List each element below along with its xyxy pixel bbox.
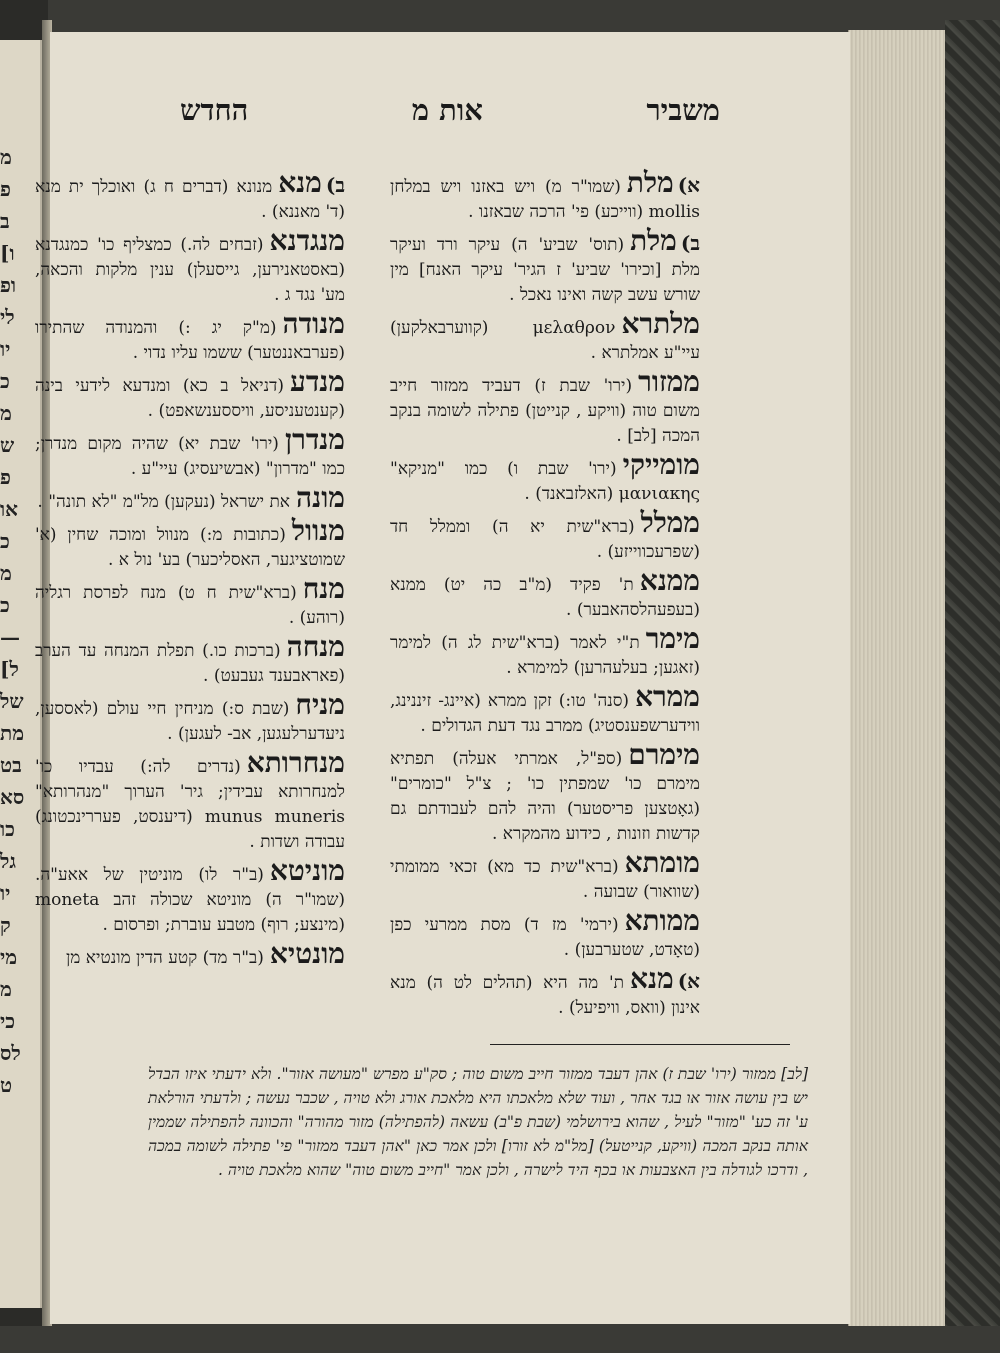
running-head — [180, 90, 720, 130]
entry-definition: (ב"ר לו) מוניטין של אאע"ה. (שמו"ר ה) מוניטא שכולה זהב moneta (מינצע; רוף) מטבע עוברת; ופרסום . — [35, 865, 345, 935]
dictionary-entry — [390, 738, 700, 847]
entry-headword: מנחה — [286, 630, 345, 663]
previous-page-glyph: יו — [0, 881, 11, 905]
dictionary-page — [35, 32, 850, 1324]
entry-definition: ת"י לאמר (ברא"שית לג ה) למימר (זאגען; בעלעהרען) למימרא . — [390, 633, 700, 678]
dictionary-entry — [35, 166, 345, 225]
entry-headword: מנוול — [291, 514, 345, 547]
running-head-right: משביר — [646, 92, 720, 127]
entry-definition: (ברכות כו.) תפלת המנחה עד הערב (פאראבענד געבעט) . — [35, 641, 345, 686]
dictionary-entry — [35, 854, 345, 938]
entry-definition: ת' מה היא (תהלים לט ה) מנא אינון (וואס, וויפיעל) . — [390, 973, 700, 1018]
dictionary-entry — [35, 937, 345, 971]
previous-page-glyph: מ — [0, 145, 12, 169]
entry-headword: ממרא — [635, 680, 700, 713]
entry-headword: מוניטא — [269, 854, 345, 887]
previous-page-glyph: בט — [0, 753, 22, 777]
entry-definition: μελαθρον (קווערבאלקען) עיי"ע אמלתרא . — [390, 318, 700, 363]
dictionary-entry — [390, 622, 700, 681]
dictionary-entry — [35, 514, 345, 573]
entry-headword: מנא — [630, 962, 674, 995]
entry-number: ב) — [680, 231, 700, 255]
dictionary-entry — [390, 506, 700, 565]
previous-page-glyph: לי — [0, 305, 15, 329]
dictionary-entry — [390, 904, 700, 963]
dictionary-entry — [35, 630, 345, 689]
entry-definition: (ב"ר מד) קטע הדין מונטיא מן — [65, 948, 264, 968]
entry-headword: מומייקי — [622, 448, 700, 481]
previous-page-glyph: מת — [0, 721, 25, 745]
entry-headword: מלתרא — [621, 307, 700, 340]
entry-headword: מנא — [278, 166, 322, 199]
dictionary-entry — [35, 688, 345, 747]
entry-definition: את ישראל (נעקען) מל"מ "לא תונה" . — [37, 492, 291, 512]
entry-headword: מניח — [295, 688, 345, 721]
dictionary-entry — [390, 448, 700, 507]
book-cover-right — [945, 20, 1000, 1340]
entry-definition: (ירו' שבת ז) דעביד ממזור חייב משום טוה (וויקע , קנייטן) פתילה לשומה בנקב המכה [לב] . — [390, 376, 700, 446]
dictionary-entry — [390, 224, 700, 308]
entry-definition: (כתובות מ:) מנוול ומוכה שחין (א' שמוטציגער, האסליכער) בע' נול א . — [35, 525, 345, 570]
dictionary-entry — [390, 846, 700, 905]
footnote-rule — [490, 1044, 790, 1045]
entry-headword: מלת — [630, 224, 677, 257]
entry-headword: מימרם — [628, 738, 700, 771]
entry-headword: מנגדנא — [269, 224, 345, 257]
dictionary-entry — [35, 365, 345, 424]
running-head-left: החדש — [180, 92, 249, 127]
previous-page-glyph: כו — [0, 817, 15, 841]
previous-page-glyph: כ — [0, 369, 10, 393]
previous-page-glyph: פ — [0, 177, 11, 201]
entry-headword: מומתא — [624, 846, 700, 879]
entry-number: א) — [677, 173, 700, 197]
entry-definition: (ירו' שבת יא) שהיה מקום מנדרן; כמו "מדרון" (אבשיעסיג) עיי"ע . — [35, 434, 345, 479]
previous-page-glyph: כ — [0, 529, 10, 553]
previous-page-glyph: — — [0, 625, 20, 649]
entry-definition: (ירו' שבת ו) כמו "מניקא" μανιακης (האלזבאנד) . — [390, 459, 700, 504]
entry-headword: מונטיא — [269, 937, 345, 970]
entry-definition: (ספ"ל, אמרתי אעלה) תפתיא מימרם כו' שמפתין כו' ; צ"ל "כומרים" (גאָטצען פריסטער) והיה להם לעבודתם גם קדשות וזונות , כידוע מהמקרא . — [390, 749, 700, 844]
page-stack-edge — [848, 30, 948, 1330]
entry-headword: מנדע — [289, 365, 345, 398]
entry-definition: (מ"ק יג :) והמנודה שהתירו (פערבאננטער) ששמו עליו נדוי . — [35, 318, 345, 363]
entry-headword: מנחרותא — [246, 746, 345, 779]
entry-headword: ממלל — [640, 506, 700, 539]
previous-page-glyph: של — [0, 689, 24, 713]
entry-headword: מנח — [302, 572, 345, 605]
dictionary-entry — [35, 481, 345, 515]
dictionary-entry — [390, 307, 700, 366]
entry-headword: ממזור — [638, 365, 700, 398]
entry-definition: (שבת ס:) מניחין חיי עולם (לאססען, ניעדערלעגען, אב- לעגען) . — [35, 699, 345, 744]
entry-headword: מימר — [645, 622, 700, 655]
dictionary-entry — [390, 564, 700, 623]
previous-page-glyph: [ו — [0, 241, 15, 265]
previous-page-glyph: או — [0, 497, 18, 521]
previous-page-glyph: פ — [0, 465, 11, 489]
previous-page-glyph: מי — [0, 945, 18, 969]
dictionary-entry — [35, 224, 345, 308]
previous-page-glyph: ט — [0, 1073, 13, 1097]
previous-page-glyph: ש — [0, 433, 15, 457]
previous-page-glyph: לס — [0, 1041, 21, 1065]
dictionary-entry — [35, 746, 345, 855]
entry-definition: (ירמי' מז ד) מסת ממרעי כפן (טאָדט, שטערבען) . — [390, 915, 700, 960]
dictionary-entry — [390, 680, 700, 739]
previous-page-glyph: כ — [0, 593, 10, 617]
entry-definition: ת' פקיד (מ"ב כה יט) ממנא (בעפעהלסהאבער) . — [390, 575, 700, 620]
right-column — [390, 166, 700, 1024]
previous-page-glyph: סא — [0, 785, 25, 809]
previous-page-glyph: ק — [0, 913, 11, 937]
dictionary-entry — [390, 962, 700, 1021]
previous-page-glyph: מ — [0, 561, 12, 585]
dictionary-entry — [35, 423, 345, 482]
previous-page-glyph: מ — [0, 401, 12, 425]
entry-headword: מנדרן — [284, 423, 345, 456]
entry-definition: מנונא (דברים ח ג) ואוכלך ית מנא (ד' מאננא) . — [35, 177, 345, 222]
previous-page-glyph: כי — [0, 1009, 16, 1033]
dictionary-entry — [390, 365, 700, 449]
left-column — [35, 166, 345, 974]
previous-page-glyph: [ל — [0, 657, 19, 681]
entry-definition: (נדרים לה:) עבדיו כו' למנחרותא עבידין; גיר' הערוך "מנהרותא" munus muneris (דיענסט, פעררינכטונג) עבודה ושדות . — [35, 757, 345, 852]
entry-definition: (שמו"ר מ) ויש באזנו ויש במלחן mollis (ווייכע) פי' הרכה שבאזנו . — [390, 177, 700, 222]
entry-headword: מנודה — [282, 307, 345, 340]
entry-definition: (תוס' שביע' ה) עיקר ורד ועיקר מלת [וכירו' שביע' ז הגיר' עיקר האנח] מין שורש עשב קשה ואינו נאכל . — [390, 235, 700, 305]
entry-headword: מונה — [296, 481, 345, 514]
entry-headword: מלת — [626, 166, 674, 199]
entry-definition: (זבחים לה.) כמצליף כו' כמנגדנא (באסטאנירען, גייסעלן) ענין מלקות והכאה, מע' נגד ג . — [35, 235, 345, 305]
previous-page-glyph: ופ — [0, 273, 16, 297]
previous-page-glyph: ב — [0, 209, 10, 233]
dictionary-entry — [35, 572, 345, 631]
entry-number: ב) — [325, 173, 345, 197]
previous-page-glyph: מ — [0, 977, 12, 1001]
dictionary-entry — [35, 307, 345, 366]
entry-headword: ממותא — [624, 904, 700, 937]
dictionary-entry — [390, 166, 700, 225]
previous-page-glyph: גל — [0, 849, 16, 873]
bottom-surface — [0, 1326, 1000, 1353]
entry-definition: (סנה' טו:) זקן ממרא (איינג- זיננינג, ווידערשפענסטיג) ממרב נגד דעת הגדולים . — [390, 691, 700, 736]
entry-definition: (ברא"שית יא ה) וממלל חד (שפרעכווייזע) . — [390, 517, 700, 562]
footnote: [לב] ממזור (ירו' שבת ז) אהן דעבד ממזור חייב משום טוה ; סק"ע מפרש "מעושה אזור". ולא ידעתי איזו הבדל יש בין עושה אזור או בגד אחר , ועוד שלא מלאכתו היא מלאכת אורג ולא טויה , שכבר נעשה ; ולדעתי הורלאת ע' זה כע' "מזור" לעיל , שהוא בירושלמי (שבת פ"ב) עשאה (להפתילה) מזור מהורה" והכוונה להפתילה שממין אותה בנקב המכה (וויקע, קנייטעל) [מל"מ לא זורו] ולכן אמר כאן "אהן דעבד ממזור" פי' פתילה לשומה במכה , ודרכו לגודלה בין האצבעות או בכף היד לישרה , ולכן אמר "חייב משום טוה" שהוא מלאכת טויה . — [148, 1065, 808, 1179]
entry-definition: (דניאל ב כא) ומנדעא לידעי בינה (קענטעניסע, וויססענשאפט) . — [35, 376, 345, 421]
running-head-center: אות מ — [411, 92, 483, 127]
entry-definition: (ברא"שית כד מא) זכאי ממומתי (שוואור) שבועה . — [390, 857, 700, 902]
entry-headword: ממנא — [639, 564, 700, 597]
entry-definition: (ברא"שית ח ט) מנח לפרסת רגליה (רוהע) . — [35, 583, 345, 628]
previous-page-glyph: יו — [0, 337, 11, 361]
entry-number: א) — [677, 969, 700, 993]
